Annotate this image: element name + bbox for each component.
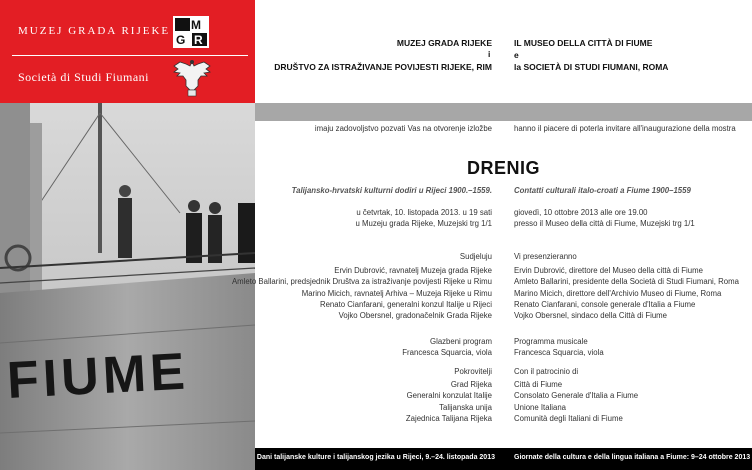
speaker-hr: Ervin Dubrović, ravnatelj Muzeja grada Rijeke: [334, 266, 492, 276]
music-it: [514, 336, 604, 358]
header-hr-line: MUZEJ GRADA RIJEKE: [396, 38, 492, 48]
subtitle-it: Contatti culturali italo-croati a Fiume 1900–1559: [514, 186, 691, 195]
patrons-heading-hr: Pokrovitelji: [454, 367, 492, 376]
speaker-hr: Renato Cianfarani, generalni konzul Italije u Rijeci: [319, 299, 492, 309]
patron-hr: Generalni konzulat Italije: [406, 391, 492, 401]
when-it: giovedì, 10 ottobre 2013 alle ore 19.00: [514, 208, 648, 217]
patron-hr: Talijanska unija: [439, 402, 492, 412]
logo-letter-g: G: [176, 33, 186, 47]
speakers-heading-hr: Sudjeluju: [459, 252, 492, 261]
header-hr: [274, 37, 492, 73]
music-performer-hr: Francesca Squarcia, viola: [402, 348, 492, 358]
patrons-heading-it: Con il patrocinio di: [514, 367, 579, 376]
patron-it: Consolato Generale d'Italia a Fiume: [514, 391, 639, 401]
music-heading-it: Programma musicale: [514, 337, 588, 346]
conjunction-hr: i: [488, 49, 491, 59]
subtitle-hr: Talijansko-hrvatski kulturni dodiri u Rijeci 1900.–1559.: [291, 186, 492, 195]
patron-it: Città di Fiume: [514, 380, 563, 390]
header-it-line: IL MUSEO DELLA CITTÀ DI FIUME: [514, 38, 653, 48]
header-conjunction-it: e: [514, 50, 519, 60]
when-where-hr: [355, 207, 492, 229]
ship-lettering: FIUME: [5, 342, 191, 410]
music-performer-it: Francesca Squarcia, viola: [514, 348, 604, 358]
ship-photo: [0, 103, 255, 470]
speakers-it: [514, 251, 739, 321]
speaker-it: Ervin Dubrović, direttore del Museo della città di Fiume: [514, 266, 703, 276]
logo-letter-m: M: [191, 18, 201, 32]
invitation-it: hanno il piacere di poterla invitare all'inaugurazione della mostra: [514, 124, 736, 133]
speakers-heading-it: Vi presenzieranno: [514, 252, 577, 261]
left-panel: [0, 0, 255, 470]
patrons-hr: [406, 366, 492, 424]
eagle-icon: [170, 56, 214, 100]
header-it-line: la SOCIETÀ DI STUDI FIUMANI, ROMA: [514, 62, 669, 72]
speaker-hr: Vojko Obersnel, gradonačelnik Grada Rijeke: [338, 311, 492, 321]
where-it: presso il Museo della città di Fiume, Muzejski trg 1/1: [514, 219, 695, 229]
speaker-it: Vojko Obersnel, sindaco della Città di Fiume: [514, 311, 667, 321]
exhibition-title: DRENIG: [466, 158, 540, 178]
footer-bar: [255, 448, 752, 470]
speaker-it: Amleto Ballarini, presidente della Società di Studi Fiumani, Roma: [514, 277, 739, 287]
logo-header: [0, 0, 255, 103]
footer-hr: Dani talijanske kulture i talijanskog jezika u Rijeci, 9.–24. listopada 2013: [256, 454, 495, 461]
header-it: [514, 37, 668, 73]
patron-it: Comunità degli Italiani di Fiume: [514, 413, 623, 423]
museum-name: MUZEJ GRADA RIJEKE: [18, 25, 171, 37]
speakers-hr: [232, 251, 492, 321]
speaker-hr: Amleto Ballarini, predsjednik Društva za istraživanje povijesti Rijeke u Rimu: [231, 277, 492, 287]
speaker-it: Marino Micich, direttore dell'Archivio Museo di Fiume, Roma: [514, 288, 722, 298]
gray-band: [255, 103, 752, 121]
speaker-hr: Marino Micich, ravnatelj Arhiva – Muzeja Rijeke u Rimu: [301, 288, 492, 298]
when-hr: u četvrtak, 10. listopada 2013. u 19 sati: [356, 208, 492, 217]
when-where-it: [514, 207, 695, 229]
patrons-it: [514, 366, 638, 424]
music-heading-hr: Glazbeni program: [430, 337, 492, 346]
society-name: Società di Studi Fiumani: [18, 70, 149, 84]
mgr-logo: [173, 16, 209, 48]
invitation-hr: imaju zadovoljstvo pozvati Vas na otvorenje izložbe: [314, 124, 492, 133]
logo-letter-r: R: [194, 33, 203, 47]
patron-hr: Grad Rijeka: [450, 380, 492, 390]
patron-it: Unione Italiana: [514, 402, 567, 412]
footer-it: Giornate della cultura e della lingua italiana a Fiume: 9–24 ottobre 2013: [514, 454, 751, 461]
header-hr-line: DRUŠTVO ZA ISTRAŽIVANJE POVIJESTI RIJEKE, RIM: [274, 62, 492, 72]
patron-hr: Zajednica Talijana Rijeka: [405, 413, 492, 423]
where-hr: u Muzeju grada Rijeke, Muzejski trg 1/1: [355, 219, 492, 229]
speaker-it: Renato Cianfarani, console generale d'Italia a Fiume: [514, 299, 696, 309]
music-hr: [402, 336, 492, 358]
